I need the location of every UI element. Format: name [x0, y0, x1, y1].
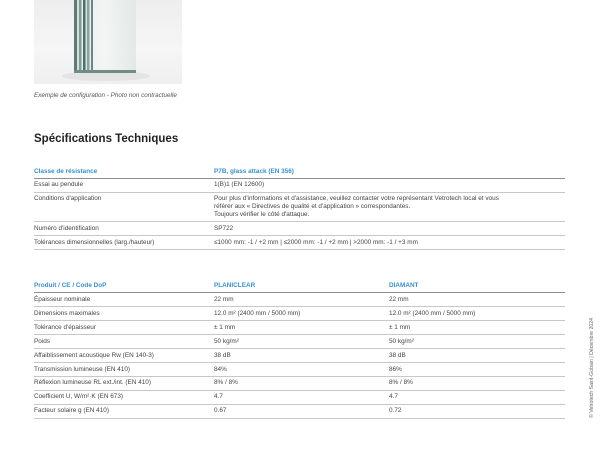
table-row	[34, 292, 565, 306]
diamant-value: 12.0 m² (2400 mm / 5000 mm)	[389, 306, 565, 320]
row-value-line: Toujours vérifier le côté d'attaque.	[214, 211, 310, 219]
row-label: Conditions d'application	[34, 192, 214, 222]
table-row	[34, 320, 565, 334]
table-row	[34, 390, 565, 404]
row-label: Essai au pendule	[34, 178, 214, 192]
row-label: Dimensions maximales	[34, 306, 214, 320]
row-label: Épaisseur nominale	[34, 292, 214, 306]
table-row	[34, 404, 565, 418]
planiclear-value: 4.7	[214, 390, 389, 404]
section-title: Spécifications Techniques	[34, 133, 179, 145]
planiclear-value: 84%	[214, 362, 389, 376]
row-value-line: référer aux « Directives de qualité et d'application » correspondantes.	[214, 203, 411, 211]
diamant-value: 0.72	[389, 404, 565, 418]
resistance-table	[34, 165, 565, 250]
planiclear-value: 12.0 m² (2400 mm / 5000 mm)	[214, 306, 389, 320]
diamant-value: 50 kg/m²	[389, 334, 565, 348]
table-row	[34, 236, 565, 250]
row-value: 1(B)1 (EN 12600)	[214, 178, 565, 192]
table-row	[34, 362, 565, 376]
table-header-row	[34, 279, 565, 292]
row-label: Facteur solaire g (EN 410)	[34, 404, 214, 418]
row-value: ≤1000 mm: -1 / +2 mm | ≤2000 mm: -1 / +2 mm | >2000 mm: -1 / +3 mm	[214, 236, 565, 250]
diamant-value: 22 mm	[389, 292, 565, 306]
row-value	[214, 192, 565, 222]
diamant-value: ± 1 mm	[389, 320, 565, 334]
table-row	[34, 192, 565, 222]
row-label: Numéro d'identification	[34, 222, 214, 236]
row-label: Tolérances dimensionnelles (larg./hauteur)	[34, 236, 214, 250]
planiclear-value: 50 kg/m²	[214, 334, 389, 348]
table-row	[34, 348, 565, 362]
product-table	[34, 279, 565, 419]
product-photo	[34, 0, 182, 84]
planiclear-value: ± 1 mm	[214, 320, 389, 334]
header-planiclear: PLANICLEAR	[214, 279, 389, 292]
diamant-value: 8% / 8%	[389, 376, 565, 390]
diamant-value: 4.7	[389, 390, 565, 404]
row-label: Coefficient U, W/m²·K (EN 673)	[34, 390, 214, 404]
row-label: Réflexion lumineuse RL ext./int. (EN 410)	[34, 376, 214, 390]
row-label: Transmission lumineuse (EN 410)	[34, 362, 214, 376]
row-label: Affaiblissement acoustique Rw (EN 140-3)	[34, 348, 214, 362]
table-row	[34, 306, 565, 320]
planiclear-value: 0.67	[214, 404, 389, 418]
copyright-note: © Vetrotech Saint-Gobain | Décembre 2024	[589, 317, 595, 418]
row-value-line: Pour plus d'informations et d'assistance, veuillez contacter votre représentant Vetrotech local et vous	[214, 195, 499, 203]
diamant-value: 86%	[389, 362, 565, 376]
diamant-value: 38 dB	[389, 348, 565, 362]
planiclear-value: 38 dB	[214, 348, 389, 362]
table-row	[34, 222, 565, 236]
row-value: SP722	[214, 222, 565, 236]
table-row	[34, 178, 565, 192]
figure-caption: Exemple de configuration - Photo non contractuelle	[34, 92, 177, 99]
row-label: Poids	[34, 334, 214, 348]
planiclear-value: 8% / 8%	[214, 376, 389, 390]
table-row	[34, 376, 565, 390]
glass-configuration-image	[34, 0, 182, 84]
table-header-row	[34, 165, 565, 178]
row-label: Tolérance d'épaisseur	[34, 320, 214, 334]
header-label: Classe de résistance	[34, 165, 214, 178]
planiclear-value: 22 mm	[214, 292, 389, 306]
header-diamant: DIAMANT	[389, 279, 565, 292]
table-row	[34, 334, 565, 348]
header-label: Produit / CE / Code DoP	[34, 279, 214, 292]
header-value: P7B, glass attack (EN 356)	[214, 165, 565, 178]
